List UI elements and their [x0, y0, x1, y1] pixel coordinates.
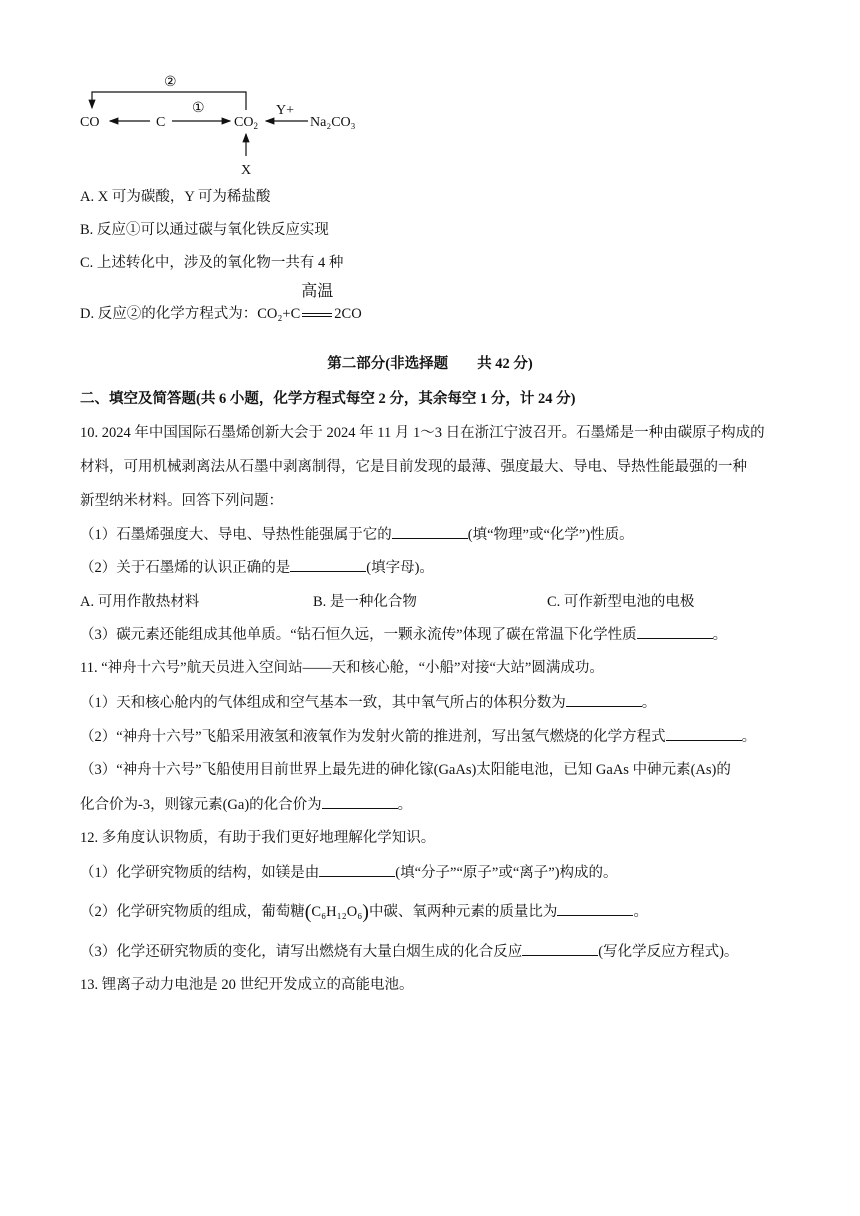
option-d-prefix: D. 反应②的化学方程式为：CO₂+C — [80, 306, 301, 322]
q10-part3-tail: 。 — [712, 627, 728, 643]
answer-blank[interactable] — [290, 557, 366, 572]
q11-part1 — [80, 692, 656, 713]
q10-part2-text: （2）关于石墨烯的认识正确的是 — [80, 560, 291, 576]
co2-label: $CO_2$ — [234, 115, 258, 131]
q12-part1 — [80, 862, 618, 883]
answer-blank[interactable] — [392, 524, 468, 539]
equation-condition: 高温 — [301, 283, 334, 300]
q11-line1: 11. “神舟十六号”航天员进入空间站——天和核心舱，“小船”对接“大站”圆满成功。 — [80, 660, 604, 676]
equation-sign — [300, 283, 334, 324]
reaction-diagram-svg — [72, 64, 372, 184]
q10-option-a: A. 可用作散热材料 — [80, 594, 200, 610]
reaction-2-arrow — [92, 92, 246, 110]
answer-blank[interactable] — [322, 794, 398, 809]
y-label: Y+ — [276, 103, 295, 118]
q11-part1-tail: 。 — [641, 695, 657, 711]
option-d — [80, 283, 362, 324]
answer-blank[interactable] — [666, 726, 742, 741]
q11-part1-text: （1）天和核心舱内的气体组成和空气基本一致，其中氧气所占的体积分数为 — [80, 695, 566, 711]
q11-part3-line2 — [80, 794, 412, 815]
part2-title: 第二部分(非选择题 共 42 分) — [327, 356, 533, 372]
q11-part2-text: （2）“神舟十六号”飞船采用液氢和液氧作为发射火箭的推进剂，写出氢气燃烧的化学方程式 — [80, 729, 666, 745]
option-c: C. 上述转化中，涉及的氧化物一共有 4 种 — [80, 255, 344, 271]
q12-part2-mid: 中碳、氧两种元素的质量比为 — [368, 904, 558, 920]
option-a: A. X 可为碳酸，Y 可为稀盐酸 — [80, 189, 271, 205]
c-label: C — [156, 115, 166, 130]
q10-part2 — [80, 557, 434, 578]
na2co3-label: Na₂CO₃ — [310, 115, 356, 130]
x-label: X — [241, 163, 252, 178]
q10-line3: 新型纳米材料。回答下列问题： — [80, 493, 283, 509]
option-b: B. 反应①可以通过碳与氧化铁反应实现 — [80, 222, 329, 238]
q10-part1-tail: (填“物理”或“化学”)性质。 — [467, 527, 634, 543]
q10-part1 — [80, 524, 634, 545]
reaction-1-label: ① — [192, 101, 205, 116]
q11-part3-text: 化合价为-3，则镓元素(Ga)的化合价为 — [80, 797, 322, 813]
answer-blank[interactable] — [522, 941, 598, 956]
q11-part3-tail: 。 — [397, 797, 413, 813]
q10-part2-tail: (填字母)。 — [366, 560, 434, 576]
q11-part2-tail: 。 — [741, 729, 757, 745]
q12-part2-tail: 。 — [633, 904, 648, 920]
reaction-diagram — [72, 64, 372, 184]
q10-option-b: B. 是一种化合物 — [313, 594, 417, 610]
q12-part2-text: （2）化学研究物质的组成，葡萄糖 — [80, 904, 305, 920]
option-d-suffix: 2CO — [334, 306, 362, 322]
open-paren: ( — [304, 901, 312, 923]
equation-double-bar — [302, 313, 332, 317]
q10-option-c: C. 可作新型电池的电极 — [547, 594, 695, 610]
q12-part1-text: （1）化学研究物质的结构，如镁是由 — [80, 865, 320, 881]
q10-part3-text: （3）碳元素还能组成其他单质。“钻石恒久远，一颗永流传”体现了碳在常温下化学性质 — [80, 627, 637, 643]
answer-blank[interactable] — [319, 862, 395, 877]
q12-line1: 12. 多角度认识物质，有助于我们更好地理解化学知识。 — [80, 830, 436, 846]
q12-part3-text: （3）化学还研究物质的变化，请写出燃烧有大量白烟生成的化合反应 — [80, 944, 523, 960]
q10-line1: 10. 2024 年中国国际石墨烯创新大会于 2024 年 11 月 1～3 日在浙江宁波召开。石墨烯是一种由碳原子构成的 — [80, 425, 765, 441]
answer-blank[interactable] — [557, 901, 633, 916]
q10-part3 — [80, 624, 727, 645]
q11-part2 — [80, 726, 756, 747]
q11-part3-line1: （3）“神舟十六号”飞船使用目前世界上最先进的砷化镓(GaAs)太阳能电池，已知 GaAs 中砷元素(As)的 — [80, 762, 731, 778]
answer-blank[interactable] — [566, 692, 642, 707]
co-label: CO — [80, 115, 100, 130]
q10-line2: 材料，可用机械剥离法从石墨中剥离制得，它是目前发现的最薄、强度最大、导电、导热性能最强的一种 — [80, 459, 747, 475]
q12-part3 — [80, 941, 738, 962]
section2-title: 二、填空及简答题(共 6 小题，化学方程式每空 2 分，其余每空 1 分，计 24 分) — [80, 391, 576, 407]
glucose-formula: C₆H₁₂O₆ — [311, 904, 363, 920]
reaction-2-label: ② — [164, 75, 177, 90]
q12-part2 — [80, 901, 648, 922]
q10-part1-text: （1）石墨烯强度大、导电、导热性能强属于它的 — [80, 527, 392, 543]
answer-blank[interactable] — [637, 624, 713, 639]
q12-part3-tail: (写化学反应方程式)。 — [598, 944, 739, 960]
q10-options — [80, 590, 800, 610]
close-paren: ) — [362, 901, 369, 923]
q12-part1-tail: (填“分子”“原子”或“离子”)构成的。 — [395, 865, 618, 881]
q13-line1: 13. 锂离子动力电池是 20 世纪开发成立的高能电池。 — [80, 977, 414, 993]
